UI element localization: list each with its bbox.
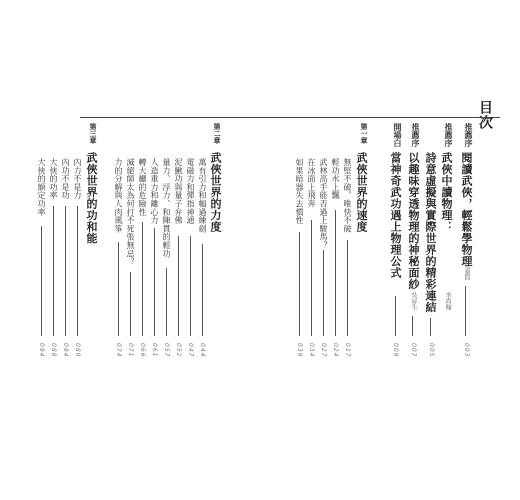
chapter-3-item-4-leader — [41, 226, 42, 336]
chapter-2-item-2-page: 047 — [187, 343, 194, 358]
chapter-3-item-4-page: 094 — [38, 343, 45, 358]
chapter-1-item-1-page: 017 — [344, 343, 351, 358]
chapter-2-item-2-leader — [190, 236, 191, 336]
chapter-2-item-7-page: 071 — [127, 343, 134, 358]
chapter-3-item-1-page: 080 — [74, 343, 81, 358]
chapter-2-title[interactable]: 武俠世界的力度 — [209, 152, 222, 233]
chapter-1-item-4-page: 034 — [308, 343, 315, 358]
preface-2-leader — [430, 318, 431, 336]
chapter-1-item-2-page: 024 — [332, 343, 339, 358]
chapter-2-item-3-page: 052 — [175, 343, 182, 358]
chapter-1-item-2[interactable]: 輕功水上飄 — [331, 158, 340, 200]
preface-3-title[interactable]: 以趣味穿透物理的神秘面紗 — [407, 152, 420, 290]
chapter-3-label: 第三章 — [89, 123, 97, 144]
preface-1-title[interactable]: 閱讀武俠，輕鬆學物理 — [460, 152, 473, 267]
chapter-1-item-4-leader — [311, 220, 312, 336]
title-rule — [80, 117, 500, 118]
chapter-2-item-1-page: 044 — [199, 343, 206, 358]
preface-3-page: 007 — [410, 343, 417, 358]
chapter-3-item-3-page: 088 — [50, 343, 57, 358]
chapter-2-item-4-leader — [166, 268, 167, 336]
chapter-1-item-3-leader — [323, 250, 324, 336]
preface-1-page: 003 — [463, 343, 470, 358]
preface-3-author: 吳昇生 — [410, 292, 417, 310]
chapter-2-item-7-leader — [130, 272, 131, 336]
chapter-2-item-5-leader — [154, 228, 155, 336]
chapter-3-title[interactable]: 武俠世界的功和能 — [85, 152, 98, 244]
chapter-1-item-3-page: 027 — [320, 343, 327, 358]
preface-1-leader — [465, 286, 466, 336]
toc-title: 目次 — [477, 100, 493, 130]
chapter-2-item-5-page: 061 — [151, 343, 158, 358]
chapter-3-item-4[interactable]: 大俠的額定功率 — [37, 158, 46, 217]
chapter-2-item-6[interactable]: 轉大廳的危險性 — [138, 158, 147, 217]
chapter-2-item-6-page: 066 — [139, 343, 146, 358]
chapter-1-item-5-page: 039 — [296, 343, 303, 358]
chapter-1-title[interactable]: 武俠世界的速度 — [355, 152, 368, 233]
preface-3-leader — [412, 316, 413, 336]
chapter-1-item-4[interactable]: 在冰面上飛奔 — [307, 158, 316, 208]
chapter-3-item-3-leader — [53, 206, 54, 336]
preface-1-author: 吳嘉賢 — [463, 262, 470, 280]
chapter-3-item-1[interactable]: 內力不是力 — [73, 158, 82, 200]
chapter-2-item-8-leader — [118, 242, 119, 336]
preface-2-page: 005 — [428, 343, 435, 358]
preface-4-prefix: 開場白 — [393, 123, 402, 147]
chapter-2-item-6-leader — [142, 222, 143, 336]
chapter-1-item-5[interactable]: 如果暗器失去慣性 — [295, 158, 304, 225]
preface-4-leader — [395, 296, 396, 336]
chapter-2-item-1[interactable]: 萬有引力和幅過練劍 — [198, 158, 207, 233]
chapter-1-item-5-leader — [299, 232, 300, 336]
chapter-2-item-4-page: 057 — [163, 343, 170, 358]
chapter-2-item-5[interactable]: 人造重力和離心力 — [150, 158, 159, 225]
chapter-2-item-8[interactable]: 力的分解與人肉風筝 — [114, 158, 123, 233]
chapter-3-item-2[interactable]: 內功不是功 — [61, 158, 70, 200]
chapter-1-item-2-leader — [335, 210, 336, 336]
preface-4-page: 009 — [392, 343, 399, 358]
preface-1-prefix: 推薦序 — [464, 123, 473, 147]
chapter-3-item-2-leader — [65, 206, 66, 336]
preface-2-prefix: 推薦序 — [444, 123, 453, 147]
preface-2-title-line2[interactable]: 詩意虛擬與實際世界的精彩連結 — [424, 152, 437, 313]
preface-3-prefix: 推薦序 — [411, 123, 420, 147]
preface-2-title[interactable]: 武俠中讀物理： — [440, 152, 453, 233]
chapter-2-item-1-leader — [202, 244, 203, 336]
chapter-1-item-1-leader — [347, 240, 348, 336]
preface-2-author: 李尚翰 — [444, 292, 451, 310]
chapter-2-item-4[interactable]: 量力、浮力、和陳貫的輕功 — [162, 158, 171, 258]
chapter-2-item-3[interactable]: 泥鰍功與量子弁佛 — [174, 158, 183, 225]
preface-4-title[interactable]: 當神奇武功遇上物理公式 — [389, 152, 402, 279]
chapter-2-label: 第二章 — [213, 123, 221, 144]
chapter-1-item-3[interactable]: 武林高手能否過上駿馬？ — [319, 158, 328, 250]
chapter-2-item-8-page: 074 — [115, 343, 122, 358]
chapter-2-item-7[interactable]: 滅絕師太為何打不死張無忌？ — [126, 158, 135, 266]
chapter-1-label: 第一章 — [360, 123, 368, 144]
chapter-2-item-2[interactable]: 電磁力和彈指神通 — [186, 158, 195, 225]
chapter-3-item-2-page: 084 — [62, 343, 69, 358]
chapter-3-item-1-leader — [77, 206, 78, 336]
chapter-3-item-3[interactable]: 大俠的功率 — [49, 158, 58, 200]
chapter-1-item-1[interactable]: 無堅不破，唯快不破 — [343, 158, 352, 233]
chapter-2-item-3-leader — [178, 236, 179, 336]
